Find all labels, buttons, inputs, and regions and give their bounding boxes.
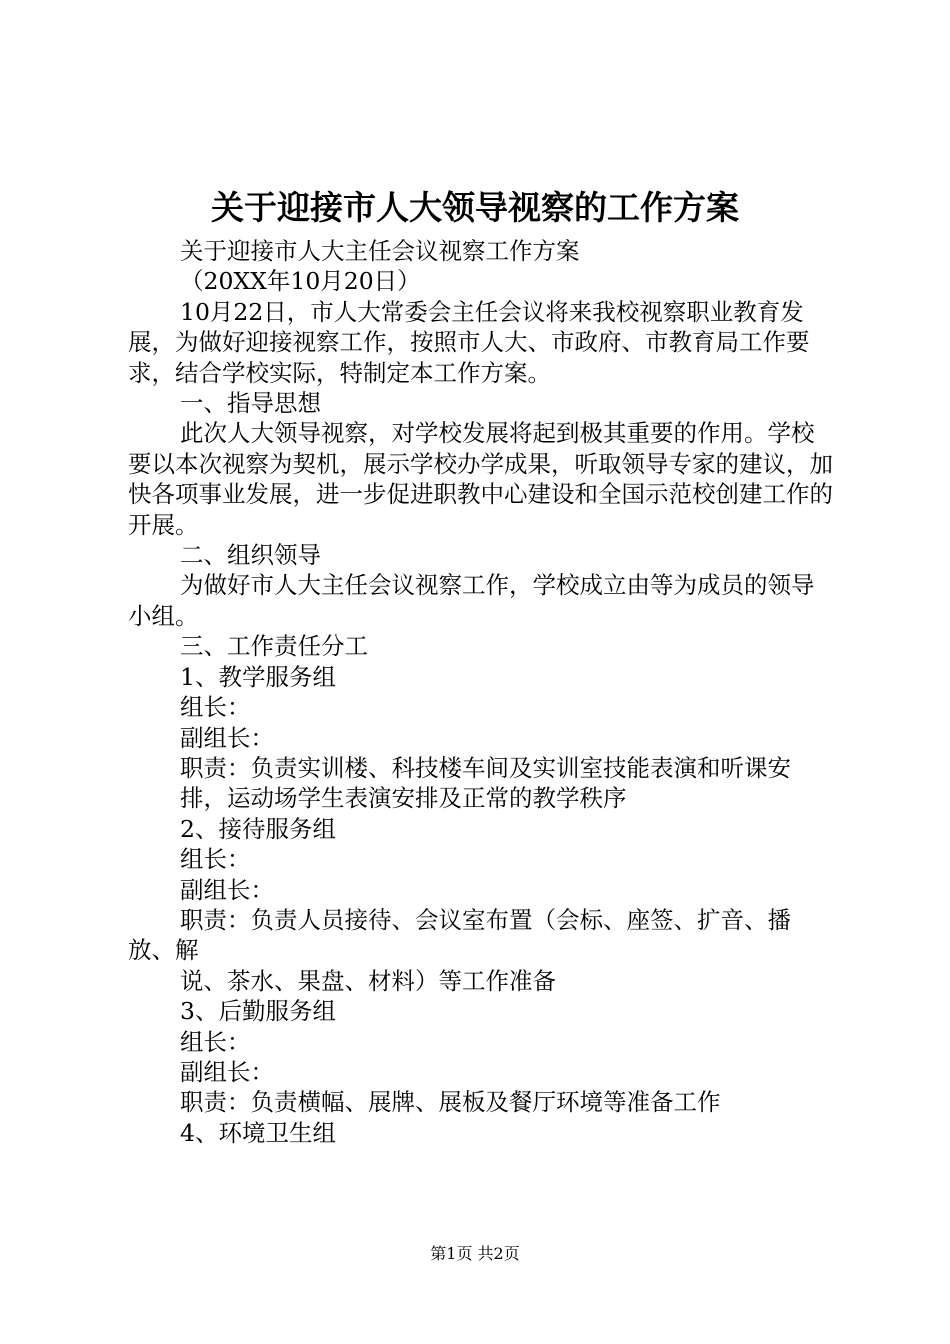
group-heading-teaching: 1、教学服务组 [180, 662, 336, 691]
group-leader-teaching: 组长： [180, 693, 251, 722]
section-heading-guiding-thought: 一、指导思想 [180, 389, 321, 418]
document-body [128, 236, 833, 1148]
group-duty-teaching-cont: 排，运动场学生表演安排及正常的教学秩序 [180, 784, 627, 813]
group-heading-logistics: 3、后勤服务组 [180, 997, 336, 1026]
group-leader-reception: 组长： [180, 845, 251, 874]
intro-paragraph: 10月22日，市人大常委会主任会议将来我校视察职业教育发展，为做好迎接视察工作，按照市人大、市政府、市教育局工作要求，结合学校实际，特制定本工作方案。 [128, 297, 810, 387]
group-duty-reception-cont: 说、茶水、果盘、材料）等工作准备 [180, 966, 556, 995]
document-date: （20XX年10月20日） [180, 267, 421, 296]
document-subtitle: 关于迎接市人大主任会议视察工作方案 [180, 237, 580, 265]
group-duty-teaching: 职责：负责实训楼、科技楼车间及实训室技能表演和听课安 [180, 753, 791, 782]
group-heading-sanitation: 4、环境卫生组 [180, 1118, 336, 1147]
group-deputy-logistics: 副组长： [180, 1057, 274, 1086]
group-deputy-reception: 副组长： [180, 875, 274, 904]
section-heading-leadership: 二、组织领导 [180, 541, 321, 570]
document-title: 关于迎接市人大领导视察的工作方案 [211, 188, 739, 227]
group-leader-logistics: 组长： [180, 1027, 251, 1056]
section-paragraph-leadership: 为做好市人大主任会议视察工作，学校成立由等为成员的领导小组。 [128, 571, 815, 630]
group-duty-logistics: 职责：负责横幅、展牌、展板及餐厅环境等准备工作 [180, 1088, 721, 1117]
section-heading-responsibilities: 三、工作责任分工 [180, 632, 368, 661]
group-deputy-teaching: 副组长： [180, 723, 274, 752]
page-footer: 第1页 共2页 [430, 1244, 520, 1263]
section-paragraph-guiding-thought: 此次人大领导视察，对学校发展将起到极其重要的作用。学校要以本次视察为契机，展示学校办学成果，听取领导专家的建议，加快各项事业发展，进一步促进职教中心建设和全国示范校创建工作的开展。 [128, 419, 833, 539]
group-duty-reception: 职责：负责人员接待、会议室布置（会标、座签、扩音、播放、解 [128, 905, 791, 965]
group-heading-reception: 2、接待服务组 [180, 814, 336, 843]
